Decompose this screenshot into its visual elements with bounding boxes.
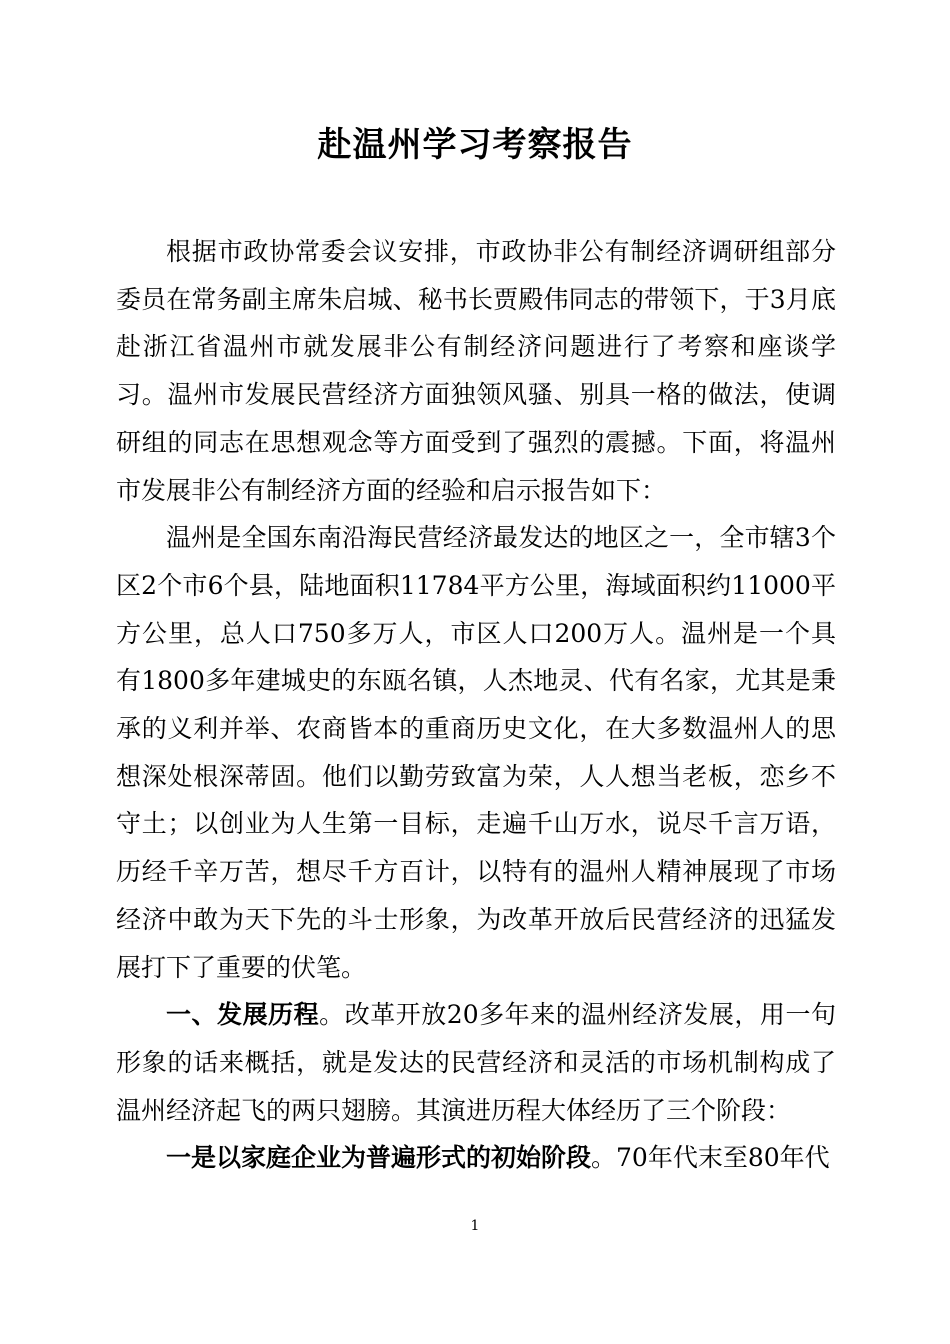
paragraph-text: 。改革开放20多年来的温州经济发展，用一句形象的话来概括，就是发达的民营经济和灵活的市场机制构成了温州经济起飞的两只翅膀。其演进历程大体经历了三个阶段： xyxy=(116,1000,836,1125)
document-body xyxy=(116,228,836,1182)
page-number: 1 xyxy=(470,1218,480,1234)
paragraph-text: 根据市政协常委会议安排，市政协非公有制经济调研组部分委员在常务副主席朱启城、秘书长贾殿伟同志的带领下，于3月底赴浙江省温州市就发展非公有制经济问题进行了考察和座谈学习。温州市发展民营经济方面独领风骚、别具一格的做法，使调研组的同志在思想观念等方面受到了强烈的震撼。下面，将温州市发展非公有制经济方面的经验和启示报告如下： xyxy=(116,237,836,505)
paragraph-text: 。70年代末至80年代 xyxy=(591,1143,830,1173)
paragraph-wenzhou-overview xyxy=(116,514,836,991)
paragraph-intro xyxy=(116,228,836,514)
document-title: 赴温州学习考察报告 xyxy=(317,125,633,165)
paragraph-text: 温州是全国东南沿海民营经济最发达的地区之一，全市辖3个区2个市6个县，陆地面积11784平方公里，海域面积约11000平方公里，总人口750多万人，市区人口200万人。温州是一个具有1800多年建城史的东瓯名镇，人杰地灵、代有名家，尤其是秉承的义利并举、农商皆本的重商历史文化，在大多数温州人的思想深处根深蒂固。他们以勤劳致富为荣，人人想当老板，恋乡不守土；以创业为人生第一目标，走遍千山万水，说尽千言万语，历经千辛万苦，想尽千方百计，以特有的温州人精神展现了市场经济中敢为天下先的斗士形象，为改革开放后民营经济的迅猛发展打下了重要的伏笔。 xyxy=(116,523,836,982)
section-heading: 一、发展历程 xyxy=(166,1000,320,1030)
stage-heading: 一是以家庭企业为普遍形式的初始阶段 xyxy=(166,1143,592,1173)
paragraph-development-history xyxy=(116,991,836,1134)
paragraph-stage-one xyxy=(116,1134,836,1182)
